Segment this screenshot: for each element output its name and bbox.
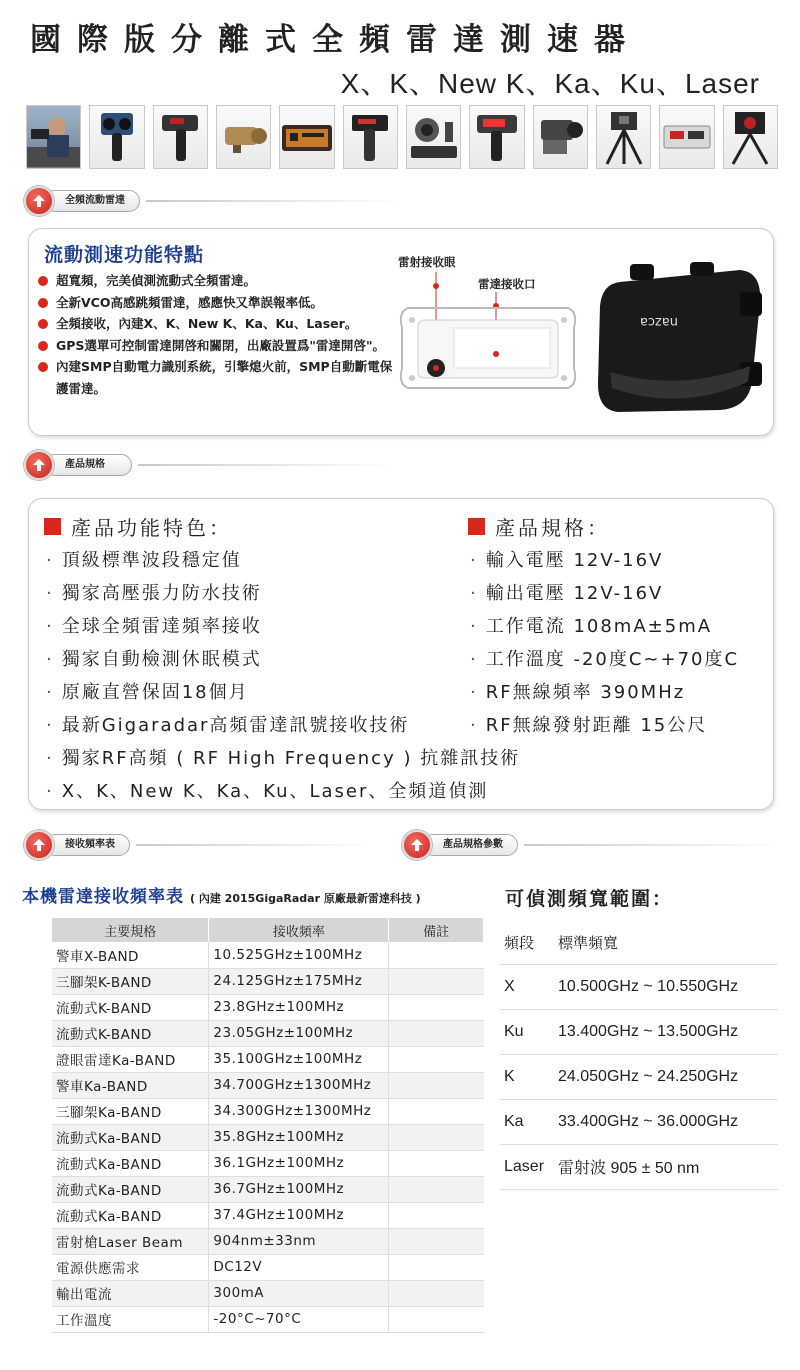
table-cell: -20°C~70°C bbox=[209, 1306, 389, 1332]
freq-table-title: 本機雷達接收頻率表 ( 內建 2015GigaRadar 原廠最新雷達科技 ) bbox=[22, 887, 421, 907]
specs-heading: 產品規格： bbox=[468, 512, 610, 541]
flow-features-title: 流動測速功能特點 bbox=[44, 244, 205, 266]
radar-kit-case-image[interactable] bbox=[279, 105, 334, 169]
table-row bbox=[500, 1144, 778, 1189]
table-cell: 流動式Ka-BAND bbox=[52, 1124, 209, 1150]
table-row bbox=[52, 1124, 484, 1150]
table-cell: Laser bbox=[500, 1144, 558, 1189]
laser-scope-gold-image[interactable] bbox=[216, 105, 271, 169]
laser-receiver-callout: 雷射接收眼 bbox=[398, 255, 456, 269]
list-item: · 全球全頻雷達頻率接收 bbox=[46, 616, 262, 637]
table-cell bbox=[389, 1124, 484, 1150]
table-cell bbox=[389, 1228, 484, 1254]
table-cell bbox=[389, 968, 484, 994]
table-cell: 34.700GHz±1300MHz bbox=[209, 1072, 389, 1098]
table-cell bbox=[389, 1202, 484, 1228]
tripod-camera-image[interactable] bbox=[596, 105, 651, 169]
table-cell: 36.1GHz±100MHz bbox=[209, 1150, 389, 1176]
band-list-subtitle: X、K、New K、Ka、Ku、Laser bbox=[340, 68, 760, 99]
table-header-row bbox=[52, 918, 484, 942]
table-row bbox=[52, 1228, 484, 1254]
table-cell: K bbox=[500, 1054, 558, 1099]
list-item: · 獨家RF高頻 ( RF High Frequency ) 抗雜訊技術 bbox=[46, 748, 521, 769]
list-item: GPS選單可控制雷達開啓和關閉，出廠設置爲"雷達開啓"。 bbox=[38, 335, 398, 357]
table-cell bbox=[389, 1254, 484, 1280]
radar-receiver-callout: 雷達接收口 bbox=[478, 277, 536, 291]
table-row bbox=[52, 942, 484, 968]
table-row bbox=[52, 1072, 484, 1098]
table-cell: 電源供應需求 bbox=[52, 1254, 209, 1280]
col-header: 接收頻率 bbox=[209, 918, 389, 942]
table-cell: 三腳架Ka-BAND bbox=[52, 1098, 209, 1124]
radar-gun-blue-image[interactable] bbox=[89, 105, 144, 169]
table-cell: 300mA bbox=[209, 1280, 389, 1306]
table-cell: 工作溫度 bbox=[52, 1306, 209, 1332]
radar-unit-photo bbox=[590, 262, 770, 422]
list-item: · 獨家自動檢測休眠模式 bbox=[46, 649, 262, 670]
table-cell: 警車X-BAND bbox=[52, 942, 209, 968]
table-cell: 流動式Ka-BAND bbox=[52, 1202, 209, 1228]
bullet-dot-icon bbox=[38, 362, 48, 372]
table-cell bbox=[389, 1176, 484, 1202]
radar-gun-display-image[interactable] bbox=[469, 105, 524, 169]
radar-gun-dark-image[interactable] bbox=[343, 105, 398, 169]
table-row bbox=[52, 1280, 484, 1306]
table-header-row bbox=[500, 922, 778, 964]
table-cell: 36.7GHz±100MHz bbox=[209, 1176, 389, 1202]
table-cell: 24.125GHz±175MHz bbox=[209, 968, 389, 994]
specs-list bbox=[470, 544, 739, 742]
table-row bbox=[52, 1254, 484, 1280]
features-list bbox=[46, 544, 520, 808]
list-item: · RF無線發射距離 15公尺 bbox=[470, 715, 708, 736]
table-cell bbox=[389, 994, 484, 1020]
section-label-freq: 接收頻率表 bbox=[44, 834, 130, 856]
red-square-icon bbox=[468, 518, 485, 535]
range-table bbox=[500, 922, 778, 1190]
bullet-dot-icon bbox=[38, 319, 48, 329]
list-item: · RF無線頻率 390MHz bbox=[470, 682, 686, 703]
table-cell bbox=[389, 942, 484, 968]
list-item: · X、K、New K、Ka、Ku、Laser、全頻道偵測 bbox=[46, 781, 489, 802]
table-cell: Ku bbox=[500, 1009, 558, 1054]
tripod-camera-red-image[interactable] bbox=[723, 105, 778, 169]
list-item: · 獨家高壓張力防水技術 bbox=[46, 583, 262, 604]
table-row bbox=[52, 1098, 484, 1124]
list-item: 內建SMP自動電力識別系統，引擎熄火前，SMP自動斷電保護雷達。 bbox=[38, 356, 398, 399]
table-cell: Ka bbox=[500, 1099, 558, 1144]
section-header-freq bbox=[24, 830, 384, 860]
table-cell: 雷射波 905 ± 50 nm bbox=[558, 1144, 778, 1189]
section-header-flow bbox=[24, 186, 424, 216]
list-item: 全頻接收，內建X、K、New K、Ka、Ku、Laser。 bbox=[38, 313, 398, 335]
police-officer-photo[interactable] bbox=[26, 105, 81, 169]
table-cell: 流動式K-BAND bbox=[52, 994, 209, 1020]
table-cell: 證眼雷達Ka-BAND bbox=[52, 1046, 209, 1072]
features-heading: 產品功能特色： bbox=[44, 512, 232, 541]
table-cell: 輸出電流 bbox=[52, 1280, 209, 1306]
table-cell: 警車Ka-BAND bbox=[52, 1072, 209, 1098]
freq-table-note: ( 內建 2015GigaRadar 原廠最新雷達科技 ) bbox=[190, 892, 421, 905]
table-cell: 13.400GHz ~ 13.500GHz bbox=[558, 1009, 778, 1054]
up-arrow-icon bbox=[402, 830, 432, 860]
device-outline-diagram bbox=[388, 268, 588, 418]
table-cell bbox=[389, 1306, 484, 1332]
table-row bbox=[500, 1009, 778, 1054]
list-item: · 原廠直營保固18個月 bbox=[46, 682, 249, 703]
section-label-flow: 全頻流動雷達 bbox=[44, 190, 140, 212]
list-item: 超寬頻，完美偵測流動式全頻雷達。 bbox=[38, 270, 398, 292]
table-row bbox=[52, 968, 484, 994]
table-cell bbox=[389, 1072, 484, 1098]
section-label-product: 產品規格 bbox=[44, 454, 132, 476]
table-cell: 35.8GHz±100MHz bbox=[209, 1124, 389, 1150]
bullet-dot-icon bbox=[38, 298, 48, 308]
list-item: · 頂級標準波段穩定值 bbox=[46, 550, 242, 571]
list-item: · 輸出電壓 12V-16V bbox=[470, 583, 664, 604]
table-cell: 35.100GHz±100MHz bbox=[209, 1046, 389, 1072]
table-row bbox=[52, 1306, 484, 1332]
table-row bbox=[52, 1202, 484, 1228]
table-cell: 24.050GHz ~ 24.250GHz bbox=[558, 1054, 778, 1099]
flow-feature-list bbox=[38, 270, 398, 399]
brand-logo-text: nazca bbox=[639, 314, 678, 329]
table-cell: 流動式Ka-BAND bbox=[52, 1176, 209, 1202]
section-header-param bbox=[402, 830, 792, 860]
col-header: 標準頻寬 bbox=[558, 922, 778, 964]
table-cell: 流動式Ka-BAND bbox=[52, 1150, 209, 1176]
section-header-product bbox=[24, 450, 424, 480]
table-cell bbox=[389, 1046, 484, 1072]
table-cell: 33.400GHz ~ 36.000GHz bbox=[558, 1099, 778, 1144]
col-header: 備註 bbox=[389, 918, 484, 942]
table-cell: 23.8GHz±100MHz bbox=[209, 994, 389, 1020]
table-cell bbox=[389, 1150, 484, 1176]
table-cell: DC12V bbox=[209, 1254, 389, 1280]
table-cell bbox=[389, 1098, 484, 1124]
table-cell: 三腳架K-BAND bbox=[52, 968, 209, 994]
product-thumbnail-strip bbox=[26, 105, 778, 169]
table-row bbox=[500, 1054, 778, 1099]
page-title: 國際版分離式全頻雷達測速器 bbox=[30, 22, 641, 58]
table-cell: 904nm±33nm bbox=[209, 1228, 389, 1254]
table-row bbox=[52, 1046, 484, 1072]
table-cell: 雷射槍Laser Beam bbox=[52, 1228, 209, 1254]
list-item: · 工作電流 108mA±5mA bbox=[470, 616, 713, 637]
table-cell: 23.05GHz±100MHz bbox=[209, 1020, 389, 1046]
table-cell: 10.500GHz ~ 10.550GHz bbox=[558, 964, 778, 1009]
dashboard-display-image[interactable] bbox=[659, 105, 714, 169]
radar-gun-grey-image[interactable] bbox=[533, 105, 588, 169]
list-item: · 輸入電壓 12V-16V bbox=[470, 550, 664, 571]
table-cell: 37.4GHz±100MHz bbox=[209, 1202, 389, 1228]
list-item: 全新VCO高感跳頻雷達，感應快又準誤報率低。 bbox=[38, 292, 398, 314]
table-cell bbox=[389, 1280, 484, 1306]
table-cell: 流動式K-BAND bbox=[52, 1020, 209, 1046]
up-arrow-icon bbox=[24, 830, 54, 860]
table-cell: X bbox=[500, 964, 558, 1009]
bullet-dot-icon bbox=[38, 341, 48, 351]
radar-gun-black-image[interactable] bbox=[153, 105, 208, 169]
table-row bbox=[52, 994, 484, 1020]
range-table-title: 可偵測頻寬範圍： bbox=[505, 888, 674, 910]
table-cell bbox=[389, 1020, 484, 1046]
table-cell: 34.300GHz±1300MHz bbox=[209, 1098, 389, 1124]
up-arrow-icon bbox=[24, 186, 54, 216]
col-header: 主要規格 bbox=[52, 918, 209, 942]
table-row bbox=[52, 1176, 484, 1202]
freq-table bbox=[52, 918, 484, 1333]
table-row bbox=[52, 1020, 484, 1046]
col-header: 頻段 bbox=[500, 922, 558, 964]
radar-console-image[interactable] bbox=[406, 105, 461, 169]
table-row bbox=[500, 964, 778, 1009]
up-arrow-icon bbox=[24, 450, 54, 480]
table-row bbox=[52, 1150, 484, 1176]
table-row bbox=[500, 1099, 778, 1144]
bullet-dot-icon bbox=[38, 276, 48, 286]
section-label-param: 產品規格參數 bbox=[422, 834, 518, 856]
list-item: · 最新Gigaradar高頻雷達訊號接收技術 bbox=[46, 715, 410, 736]
table-cell: 10.525GHz±100MHz bbox=[209, 942, 389, 968]
list-item: · 工作溫度 -20度C~+70度C bbox=[470, 649, 740, 670]
red-square-icon bbox=[44, 518, 61, 535]
